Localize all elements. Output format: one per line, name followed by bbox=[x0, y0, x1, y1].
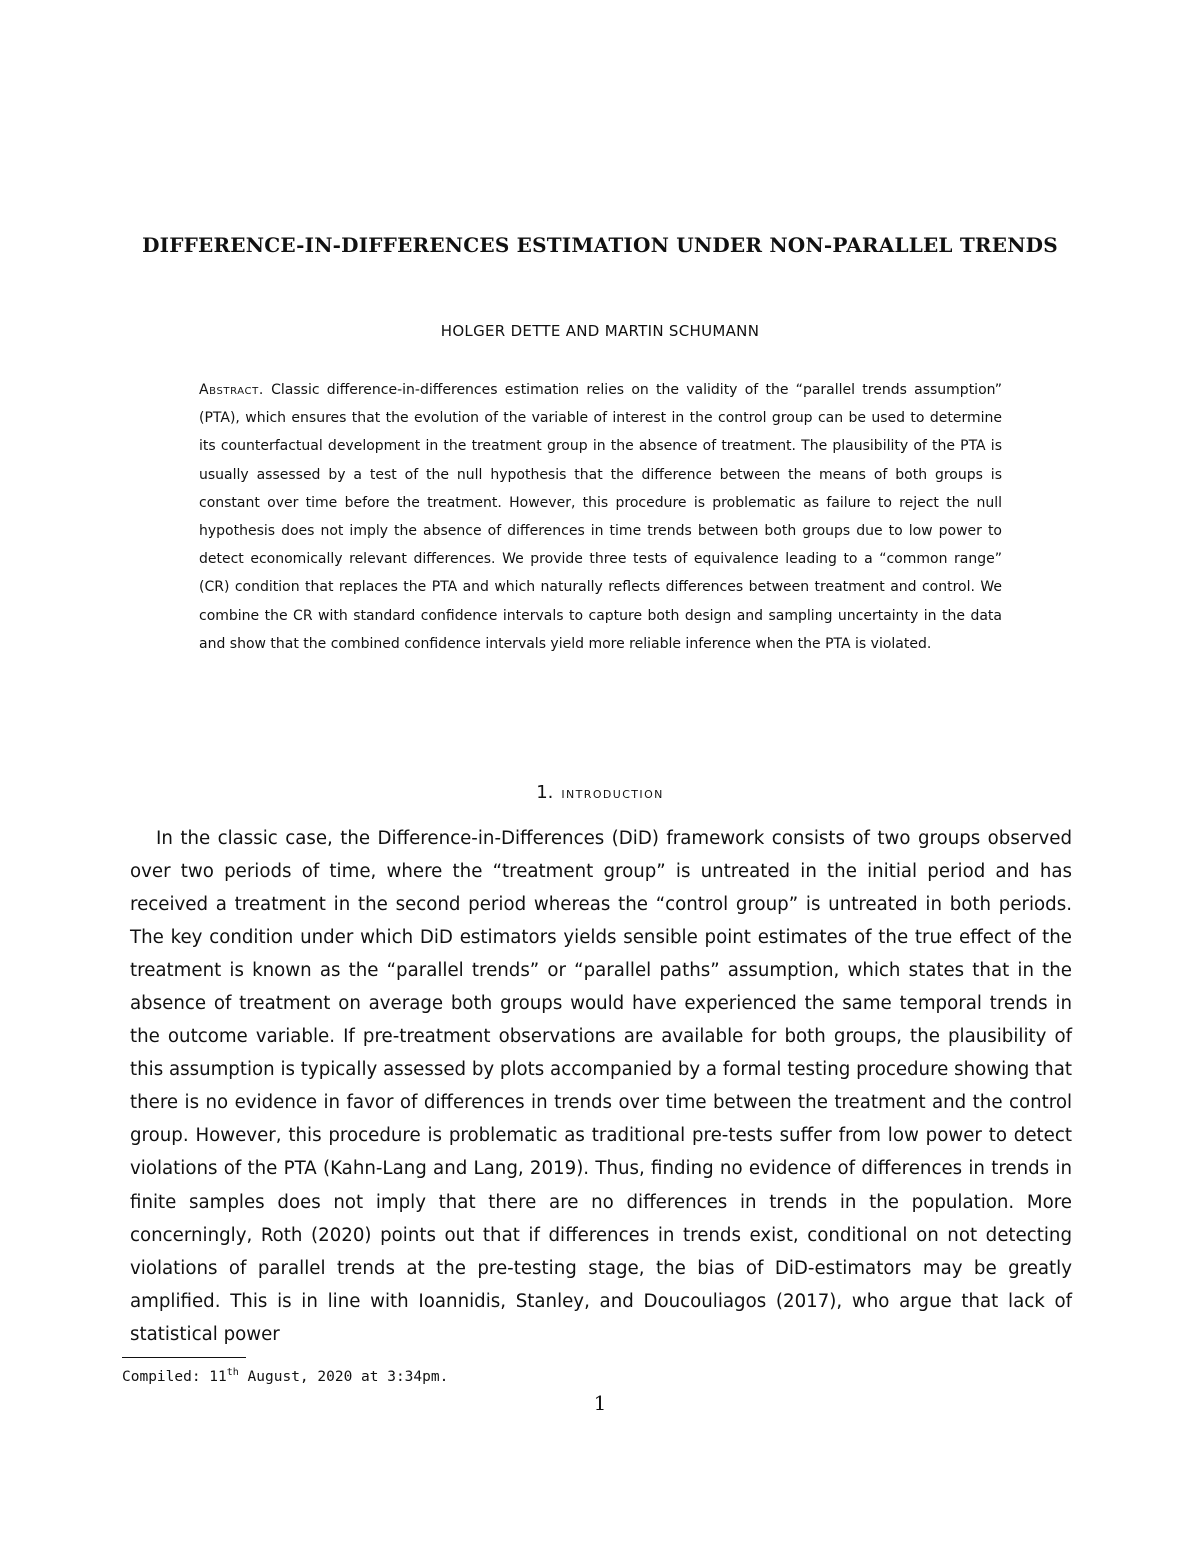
footnote-superscript: th bbox=[226, 1367, 239, 1378]
section-number: 1. bbox=[536, 782, 554, 803]
footnote-rule bbox=[122, 1357, 246, 1358]
page-number: 1 bbox=[593, 1391, 607, 1415]
paper-authors: HOLGER DETTE AND MARTIN SCHUMANN bbox=[440, 322, 760, 340]
paper-title: DIFFERENCE-IN-DIFFERENCES ESTIMATION UNDER NON-PARALLEL TRENDS bbox=[142, 233, 1058, 257]
footnote bbox=[122, 1367, 448, 1387]
section-heading bbox=[120, 781, 1080, 805]
abstract-label: Abstract. bbox=[199, 382, 264, 398]
abstract-text: Classic difference-in-differences estimation relies on the validity of the “parallel trends assumption” (PTA), which ensures that the evolution of the variable of interest in the control group can be used to determine its counterfactual development in the treatment group in the absence of treatment. The plausibility of the PTA is usually assessed by a test of the null hypothesis that the difference between the means of both groups is constant over time before the treatment. However, this procedure is problematic as failure to reject the null hypothesis does not imply the absence of differences in time trends between both groups due to low power to detect economically relevant differences. We provide three tests of equivalence leading to a “common range” (CR) condition that replaces the PTA and which naturally reflects differences between treatment and control. We combine the CR with standard confidence intervals to capture both design and sampling uncertainty in the data and show that the combined confidence intervals yield more reliable inference when the PTA is violated. bbox=[199, 382, 1002, 652]
section-title: introduction bbox=[561, 783, 664, 802]
footnote-suffix: August, 2020 at 3:34pm. bbox=[238, 1369, 449, 1385]
introduction-paragraph: In the classic case, the Difference-in-Differences (DiD) framework consists of two groups observed over two periods of time, where the “treatment group” is untreated in the initial period and has received a treatment in the second period whereas the “control group” is untreated in both periods. The key condition under which DiD estimators yields sensible point estimates of the true effect of the treatment is known as the “parallel trends” or “parallel paths” assumption, which states that in the absence of treatment on average both groups would have experienced the same temporal trends in the outcome variable. If pre-treatment observations are available for both groups, the plausibility of this assumption is typically assessed by plots accompanied by a formal testing procedure showing that there is no evidence in favor of differences in trends over time between the treatment and the control group. However, this procedure is problematic as traditional pre-tests suffer from low power to detect violations of the PTA (Kahn-Lang and Lang, 2019). Thus, finding no evidence of differences in trends in finite samples does not imply that there are no differences in trends in the population. More concerningly, Roth (2020) points out that if differences in trends exist, conditional on not detecting violations of parallel trends at the pre-testing stage, the bias of DiD-estimators may be greatly amplified. This is in line with Ioannidis, Stanley, and Doucouliagos (2017), who argue that lack of statistical power bbox=[130, 828, 1072, 1345]
footnote-prefix: Compiled: 11 bbox=[122, 1369, 227, 1385]
abstract bbox=[199, 376, 1002, 658]
